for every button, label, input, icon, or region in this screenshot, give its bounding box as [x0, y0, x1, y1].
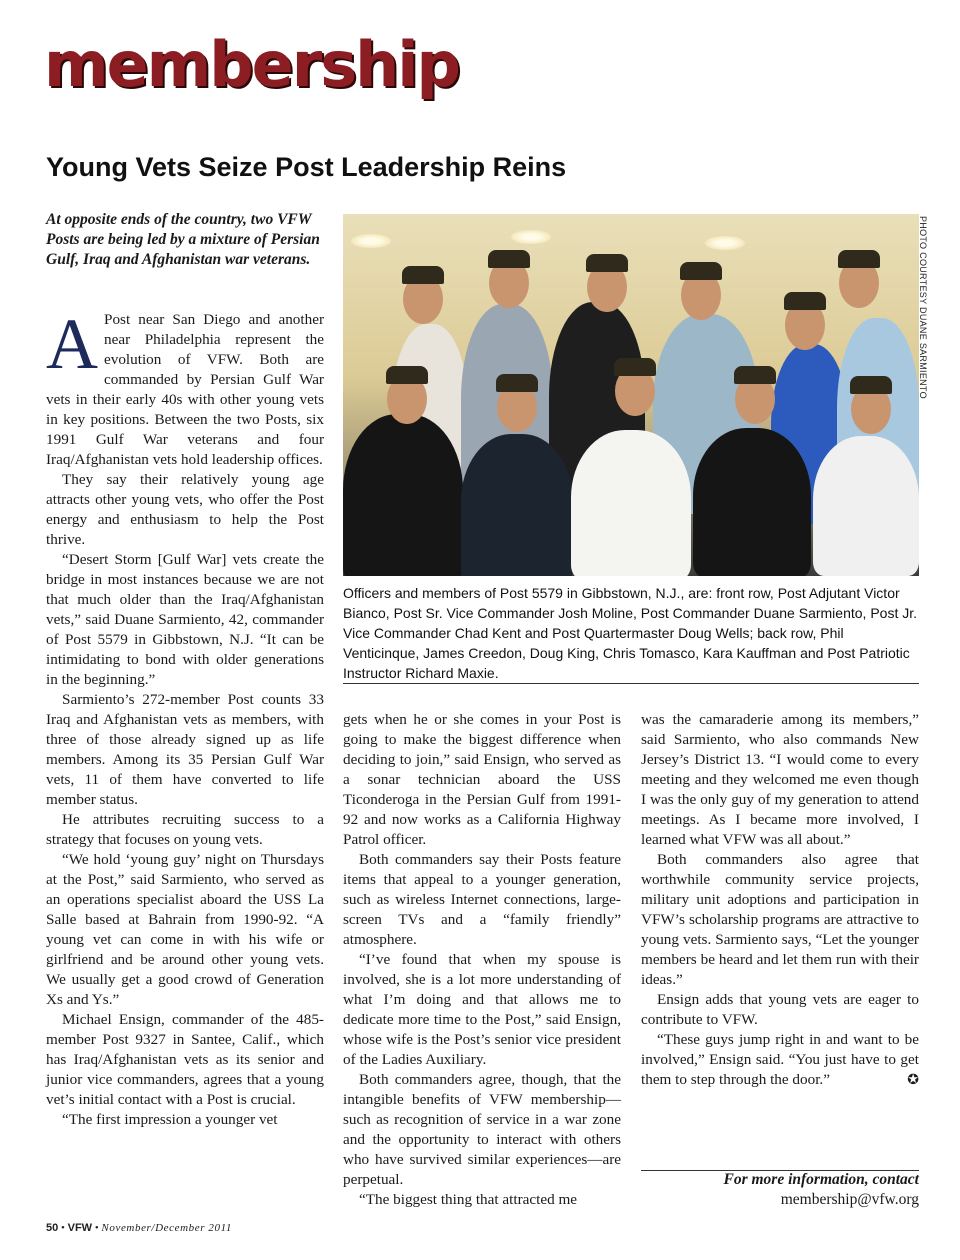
section-title: membership [44, 28, 459, 101]
page-footer [46, 1222, 232, 1234]
paragraph-4: Sarmiento’s 272-member Post counts 33 Iraq and Afghanistan vets as members, with three of those already signed up as life members. Among its 35 Persian Gulf War vets, 11 of them have converted to life member status. [46, 691, 324, 808]
ceiling-light [705, 236, 745, 250]
paragraph-2: They say their relatively young age attracts other young vets, who offer the Post energy and enthusiasm to help the Post thrive. [46, 471, 324, 548]
photo-caption: Officers and members of Post 5579 in Gibbstown, N.J., are: front row, Post Adjutant Victor Bianco, Post Sr. Vice Commander Josh Moline, Post Commander Duane Sarmiento, Post Jr. Vice Commander Chad Kent and Post Quartermaster Doug Wells; back row, Phil Venticinque, James Creedon, Doug King, Chris Tomasco, Kara Kauffman and Post Patriotic Instructor Richard Maxie. [343, 585, 917, 681]
caption-divider [343, 683, 919, 684]
paragraph-17-text: “These guys jump right in and want to be involved,” Ensign said. “You just have to get them to step through the door.” [641, 1031, 919, 1088]
garrison-cap [614, 358, 656, 376]
footer-separator: • [61, 1222, 65, 1234]
page-number: 50 [46, 1222, 59, 1234]
garrison-cap [586, 254, 628, 272]
person-silhouette [343, 414, 463, 576]
paragraph-16: Ensign adds that young vets are eager to contribute to VFW. [641, 991, 919, 1028]
ceiling-light [511, 230, 551, 244]
contact-box [641, 1170, 919, 1210]
group-photo [343, 214, 919, 576]
contact-label: For more information, contact [723, 1171, 919, 1188]
person-silhouette [693, 428, 811, 576]
paragraph-3: “Desert Storm [Gulf War] vets create the bridge in most instances because we are not that much older than the Iraq/Afghanistan vets,” said Duane Sarmiento, 42, commander of Post 5579 in Gibbstown, N.J. “It can be intimidating to bond with older generations in the beginning.” [46, 551, 324, 688]
drop-cap: A [46, 304, 98, 384]
column-2 [343, 710, 621, 1210]
column-1 [46, 304, 324, 1130]
garrison-cap [680, 262, 722, 280]
garrison-cap [850, 376, 892, 394]
paragraph-1-text: Post near San Diego and another near Philadelphia represent the evolution of VFW. Both are commanded by Persian Gulf War vets in their early 40s with other young vets in key positions. Between the two Posts, six 1991 Gulf War veterans and four Iraq/Afghanistan vets hold leadership offices. [46, 311, 324, 468]
garrison-cap [734, 366, 776, 384]
column-3 [641, 710, 919, 1090]
person-silhouette [461, 434, 573, 576]
contact-email[interactable]: membership@vfw.org [780, 1191, 919, 1208]
garrison-cap [488, 250, 530, 268]
footer-separator: • [94, 1222, 99, 1234]
garrison-cap [838, 250, 880, 268]
paragraph-1 [46, 304, 324, 470]
paragraph-14: was the camaraderie among its members,” said Sarmiento, who also commands New Jersey’s District 13. “I would come to every meeting and they welcomed me even though I was the only guy of my generation to attend meetings. As I became more involved, I learned what VFW was all about.” [641, 711, 919, 848]
paragraph-11: “I’ve found that when my spouse is involved, she is a lot more understanding of what I’m doing and that allows me to dedicate more time to the Post,” said Ensign, whose wife is the Post’s senior vice president of the Ladies Auxiliary. [343, 951, 621, 1068]
ceiling-light [351, 234, 391, 248]
paragraph-13: “The biggest thing that attracted me [359, 1191, 578, 1208]
paragraph-5: He attributes recruiting success to a strategy that focuses on young vets. [46, 811, 324, 848]
publication-name: VFW [67, 1222, 93, 1234]
paragraph-6: “We hold ‘young guy’ night on Thursdays at the Post,” said Sarmiento, who served as an operations specialist aboard the USS La Salle based at Bahrain from 1990-92. “A young vet can come in with his wife or girlfriend and be around other young vets. We usually get a good crowd of Generation Xs and Ys.” [46, 851, 324, 1008]
photo-credit: PHOTO COURTESY DUANE SARMIENTO [918, 216, 928, 399]
person-silhouette [571, 430, 691, 576]
garrison-cap [386, 366, 428, 384]
garrison-cap [496, 374, 538, 392]
person-silhouette [813, 436, 919, 576]
paragraph-9: gets when he or she comes in your Post is going to make the biggest difference when deciding to join,” said Ensign, who served as a sonar technician aboard the USS Ticonderoga in the Persian Gulf from 1991-92 and now works as a California Highway Patrol officer. [343, 711, 621, 848]
paragraph-7: Michael Ensign, commander of the 485-member Post 9327 in Santee, Calif., which has Iraq/Afghanistan vets as its senior and junior vice commanders, agrees that a young vet’s initial contact with a Post is crucial. [46, 1011, 324, 1108]
paragraph-8: “The first impression a younger vet [62, 1111, 278, 1128]
headline: Young Vets Seize Post Leadership Reins [46, 152, 567, 182]
paragraph-10: Both commanders say their Posts feature items that appeal to a younger generation, such as wireless Internet connections, large-screen TVs and a “family friendly” atmosphere. [343, 851, 621, 948]
paragraph-12: Both commanders agree, though, that the intangible benefits of VFW membership—such as recognition of service in a war zone and the opportunity to interact with others who have survived similar experiences—are perpetual. [343, 1071, 621, 1188]
deck: At opposite ends of the country, two VFW Posts are being led by a mixture of Persian Gulf, Iraq and Afghanistan war veterans. [46, 211, 320, 268]
issue-date: November/December 2011 [101, 1222, 233, 1234]
garrison-cap [784, 292, 826, 310]
end-mark-icon: ✪ [907, 1072, 919, 1088]
garrison-cap [402, 266, 444, 284]
paragraph-15: Both commanders also agree that worthwhile community service projects, military unit adoptions and participation in VFW’s scholarship programs are attractive to young vets. Sarmiento says, “Let the younger members be heard and let them run with their ideas.” [641, 851, 919, 988]
paragraph-17 [641, 1030, 919, 1090]
